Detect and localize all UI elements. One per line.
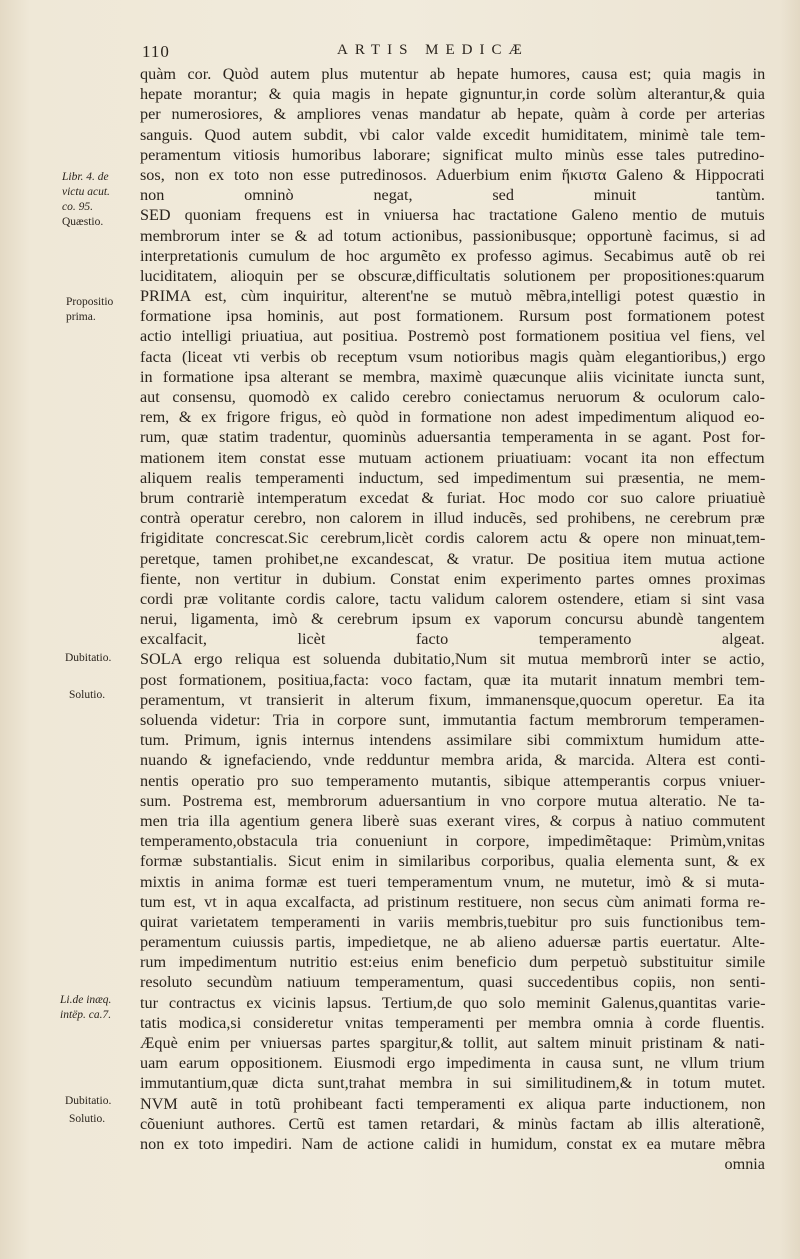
margin-note: Li.de inæq. bbox=[60, 994, 112, 1006]
text-line: tum est, vt in aqua excalfacta, ad pristinum restituere, non secus cùm animati forma re- bbox=[140, 892, 765, 911]
margin-note: Dubitatio. bbox=[65, 652, 112, 664]
text-line: nentis operatio pro suo temperamento mutantis, sibique attemperantis corpus vniuer- bbox=[140, 771, 765, 790]
text-line: uam earum oppositionem. Eiusmodi ergo impedimenta in causa sunt, ne vllum trium bbox=[140, 1054, 765, 1073]
text-line: rum, quæ statim tradentur, quominùs aduersantia temperamenta in se agant. Post for- bbox=[140, 428, 765, 447]
text-line: post formationem, positiua,facta: voco factam, quæ ita mutarit innatum membri tem- bbox=[140, 670, 765, 689]
text-line: quirat varietatem temperamenti in variis membris,tuebitur pro suis functionibus tem- bbox=[140, 912, 765, 931]
margin-note: co. 95. bbox=[62, 201, 93, 213]
page-number: 110 bbox=[142, 42, 170, 61]
text-line: aliquem realis temperamenti inductum, sed impedimentum sui præsentia, ne mem- bbox=[140, 468, 765, 487]
text-line: sanguis. Quod autem subdit, vbi calor valde excedit humiditatem, minimè tale tem- bbox=[140, 125, 765, 144]
text-line: luciditatem, alioquin per se obscuræ,difficultatis solutionem per propositiones:quarum bbox=[140, 266, 765, 285]
text-line: contrà operatur cerebro, non calorem in illud inducẽs, sed prohibens, ne cerebrum præ bbox=[140, 509, 765, 528]
margin-note: Propositio bbox=[66, 296, 114, 308]
text-line: mationem item constat esse mutuam actionem priuatiuam: vocant ita non effectum bbox=[140, 448, 765, 467]
text-line: peramentum vitiosis humoribus laborare; significat multo minùs esse tales putredino- bbox=[140, 145, 765, 164]
text-line: soluenda videtur: Tria in corpore sunt, immutantia factum membrorum temperamen- bbox=[140, 711, 765, 729]
text-line: non ex toto impediri. Nam de actione calidi in humidum, constat ex ea mutare mẽbra bbox=[140, 1134, 765, 1153]
text-line: sum. Postrema est, membrorum aduersantium in vno corpore mutua alteratio. Ne ta- bbox=[140, 791, 765, 810]
text-line: tatis modica,si consideretur vnitas temperamenti per membra omnia à corde fluentis. bbox=[140, 1013, 765, 1032]
text-line: NVM autẽ in totũ prohibeant facti temperamenti ex aliqua parte inductionem, non bbox=[140, 1094, 765, 1113]
text-line: cordi præ volitante cordis calore, tactu validum calorem ostendere, etiam si sint vasa bbox=[140, 589, 765, 608]
text-line: mixtis in anima formæ est tueri temperamentum vnum, ne mutetur, imò & si muta- bbox=[140, 872, 765, 891]
text-line: tum. Primum, ignis internus intendens assimilare sibi commixtum humidum atte- bbox=[140, 731, 765, 750]
margin-note: Solutio. bbox=[69, 1113, 106, 1125]
text-line: in formatione ipsa alterant se membra, maximè quæcunque aliis vicinitate iuncta sunt, bbox=[140, 367, 765, 386]
margin-note: Solutio. bbox=[69, 689, 106, 701]
margin-notes bbox=[0, 0, 140, 1259]
text-line: membrorum inter se & ad totum actionibus, passionibusque; opportunè facimus, si ad bbox=[140, 226, 765, 245]
text-line: excalfacit, licèt facto temperamento algeat. bbox=[140, 630, 765, 649]
text-line: tur contractus ex vicinis lapsus. Tertium,de quo solo meminit Galenus,quantitas varie- bbox=[140, 993, 765, 1012]
text-line: rem, & ex frigore frigus, eò quòd in formatione non adest impedimentum aliquod eo- bbox=[140, 408, 765, 427]
text-line: temperamento,obstacula tria conueniunt in corpore, impedimẽtaque: Primùm,vnitas bbox=[140, 832, 765, 851]
text-line: aut consensu, quomodò ex calido cerebro coniectamus neruorum & oculorum calo- bbox=[140, 388, 765, 406]
text-line: non omninò negat, sed minuit tantùm. bbox=[140, 186, 765, 205]
margin-note: intëp. ca.7. bbox=[60, 1009, 112, 1021]
text-line: men tria illa agentium genera liberè suas exerant vires, & corpus à natiuo commutent bbox=[140, 811, 765, 830]
text-line: peretque, tamen prohibet,ne excandescat, & vratur. De positiua item mutua actione bbox=[140, 549, 765, 568]
text-line: sos, non ex toto non esse putredinosos. Aduerbium enim ἥκιστα Galeno & Hippocrati bbox=[140, 165, 765, 184]
body-text bbox=[140, 64, 765, 1174]
text-line: immutantium,quæ dicta sunt,trahat membra in sui similitudinem,& in totum mutet. bbox=[140, 1074, 765, 1093]
text-line: fiente, non vertitur in dubium. Constat enim experimento partes omnes proximas bbox=[140, 569, 765, 588]
text-line: frigiditate concrescat.Sic cerebrum,licèt cordis calorem actu & opere non minuat,tem- bbox=[140, 529, 765, 548]
text-line: nerui, ligamenta, imò & cerebrum ipsum ex vaporum concursu abundè tangentem bbox=[140, 610, 765, 629]
text-line: nuando & ignefaciendo, vnde redduntur membra arida, & marcida. Altera est conti- bbox=[140, 751, 765, 770]
text-line: rum impedimentum nutritio est:eius enim beneficio dum perpetuò substituitur simile bbox=[140, 953, 765, 972]
text-line: formatione ipsa hominis, aut post formationem. Rursum post formationem potest bbox=[140, 307, 765, 326]
text-line: formæ substantialis. Sicut enim in similaribus corporibus, qualia elementa sunt, & ex bbox=[140, 852, 765, 871]
text-line: interpretationis cumulum de hoc argumẽto ex professo agimus. Secabimus autẽ ob rei bbox=[140, 246, 765, 265]
text-line: Æquè enim per vniuersas partes spargitur,& tollit, aut saltem minuit pristinam & nati- bbox=[140, 1034, 765, 1052]
text-line: peramentum cuiussis partis, impedietque, ne ab alieno aduersæ partis euertatur. Alte- bbox=[140, 933, 765, 952]
text-line: cõueniunt authores. Certũ est tamen retardari, & minùs factam ab illis alterationẽ, bbox=[140, 1114, 765, 1133]
text-line: resoluto secundùm natiuum temperamentum, quasi succedentibus copiis, non senti- bbox=[140, 973, 765, 992]
page-header bbox=[142, 40, 762, 64]
margin-note: Dubitatio. bbox=[65, 1095, 112, 1107]
text-line: quàm cor. Quòd autem plus mutentur ab hepate humores, causa est; quia magis in bbox=[140, 65, 765, 83]
text-line: SED quoniam frequens est in vniuersa hac tractatione Galeno mentio de mutuis bbox=[140, 206, 765, 225]
text-line: per numerosiores, & ampliores venas mandatur ab hepate, quàm à corde per arterias bbox=[140, 105, 765, 124]
text-line: brum contrariè intemperatum excedat & furiat. Hoc modo cor suo calore priuatiuè bbox=[140, 488, 765, 507]
text-line: omnia bbox=[724, 1155, 765, 1174]
text-line: hepate morantur; & quia magis in hepate gignuntur,in corde solùm alterantur,& quia bbox=[140, 85, 765, 104]
text-line: facta (liceat vti verbis ob receptum vsum notioribus magis quàm elegantioribus,) ergo bbox=[140, 347, 765, 366]
text-line: peramentum, vt transierit in alterum fixum, immanensque,quocum operetur. Ea ita bbox=[140, 690, 765, 709]
text-line: PRIMA est, cùm inquiritur, alterent'ne se mutuò mẽbra,intelligi potest quæstio in bbox=[140, 287, 765, 306]
text-line: SOLA ergo reliqua est soluenda dubitatio,Num sit mutua membrorũ inter se actio, bbox=[140, 650, 765, 669]
running-head: ARTIS MEDICÆ bbox=[337, 42, 529, 58]
margin-note: victu acut. bbox=[62, 186, 110, 198]
margin-note: Libr. 4. de bbox=[62, 171, 109, 183]
margin-note: Quæstio. bbox=[62, 216, 104, 228]
margin-note: prima. bbox=[66, 311, 96, 323]
text-line: actio intelligi priuatiua, aut positiua. Postremò post formationem positiua vel fiens, vel bbox=[140, 327, 765, 346]
